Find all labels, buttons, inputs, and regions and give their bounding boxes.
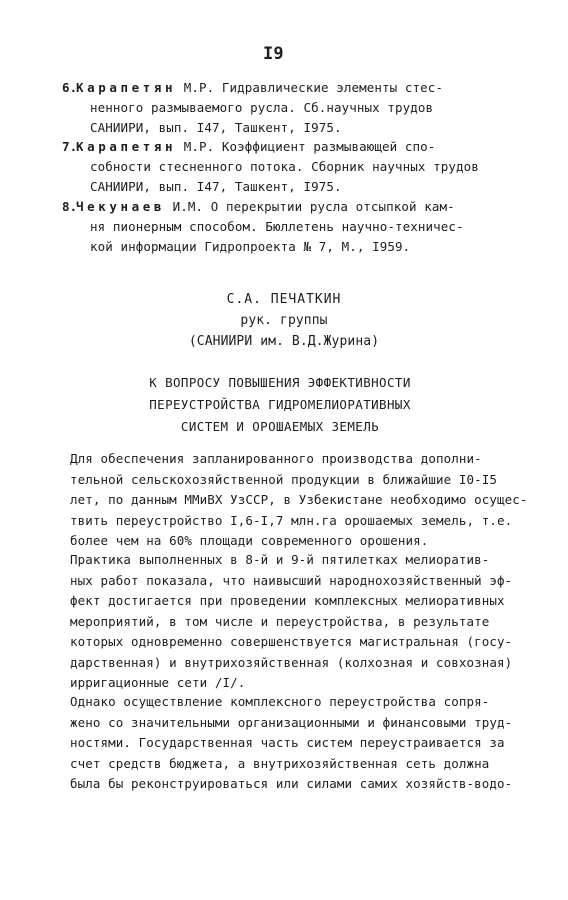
text-line: твить переустройство I,6-I,7 млн.га орошаемых земель, т.е. <box>70 512 513 528</box>
title-line: СИСТЕМ И ОРОШАЕМЫХ ЗЕМЕЛЬ <box>180 419 380 434</box>
reference-continuation: собности стесненного потока. Сборник научных трудов <box>90 159 479 174</box>
article-author: С.А. ПЕЧАТКИН <box>226 292 342 307</box>
author-affiliation: (САНИИРИ им. В.Д.Журина) <box>188 334 380 349</box>
reference-number: 6. <box>62 80 78 95</box>
reference-item <box>62 78 522 138</box>
text-line: ных работ показала, что наивысший народнохозяйственный эф- <box>70 572 513 588</box>
reference-item <box>62 197 522 257</box>
text-line: была бы реконструироваться или силами самих хозяйств-водо- <box>70 776 513 791</box>
text-line: ирригационные сети /I/. <box>70 675 246 690</box>
text-line: которых одновременно совершенствуется магистральная (госу- <box>70 634 513 649</box>
text-line: лет, по данным ММиВХ УзССР, в Узбекистане необходимо осущес- <box>70 492 528 507</box>
reference-number: 8. <box>62 199 78 214</box>
reference-item <box>62 137 522 197</box>
text-line: Для обеспечения запланированного производства дополни- <box>70 451 482 466</box>
reference-author: Карапетян <box>76 139 177 154</box>
reference-author: Чекунаев <box>76 199 166 214</box>
title-line: ПЕРЕУСТРОЙСТВА ГИДРОМЕЛИОРАТИВНЫХ <box>149 397 411 412</box>
title-line: К ВОПРОСУ ПОВЫШЕНИЯ ЭФФЕКТИВНОСТИ <box>149 375 411 390</box>
reference-first-line <box>62 137 522 157</box>
text-line: более чем на 60% площади современного орошения. <box>70 533 429 548</box>
reference-text: М.Р. Коэффициент размывающей спо- <box>183 139 436 154</box>
reference-first-line <box>62 197 522 217</box>
reference-continuation: САНИИРИ, вып. I47, Ташкент, I975. <box>90 120 342 135</box>
author-role: рук. группы <box>240 313 328 328</box>
reference-text: И.М. О перекрытии русла отсыпкой кам- <box>172 199 455 214</box>
text-line: ностями. Государственная часть систем переустраивается за <box>70 735 505 750</box>
text-line: жено со значительными организационными и финансовыми труд- <box>70 714 513 730</box>
paragraph-1 <box>70 449 540 552</box>
paragraph-3 <box>70 692 540 795</box>
article-title <box>40 372 520 438</box>
reference-continuation: ня пионерным способом. Бюллетень научно-техничес- <box>90 219 464 234</box>
text-line: тельной сельскохозяйственной продукции в ближайшие I0-I5 <box>70 471 498 487</box>
reference-first-line <box>62 78 522 98</box>
text-line: фект достигается при проведении комплексных мелиоративных <box>70 593 505 608</box>
text-line: счет средств бюджета, а внутрихозяйственная сеть должна <box>70 755 490 771</box>
reference-continuation: САНИИРИ, вып. I47, Ташкент, I975. <box>90 179 342 194</box>
reference-number: 7. <box>62 139 78 154</box>
text-line: мероприятий, в том числе и переустройства, в результате <box>70 613 490 629</box>
paragraph-2 <box>70 550 540 694</box>
reference-text: М.Р. Гидравлические элементы стес- <box>183 80 444 95</box>
reference-continuation: ненного размываемого русла. Сб.научных трудов <box>90 100 434 115</box>
text-line: Практика выполненных в 8-й и 9-й пятилетках мелиоратив- <box>70 552 490 567</box>
page-number: I9 <box>263 44 284 64</box>
reference-author: Карапетян <box>76 80 177 95</box>
reference-continuation: кой информации Гидропроекта № 7, М., I959. <box>90 239 411 254</box>
text-line: Однако осуществление комплексного переустройства сопря- <box>70 694 490 709</box>
text-line: дарственная) и внутрихозяйственная (колхозная и совхозная) <box>70 654 513 670</box>
